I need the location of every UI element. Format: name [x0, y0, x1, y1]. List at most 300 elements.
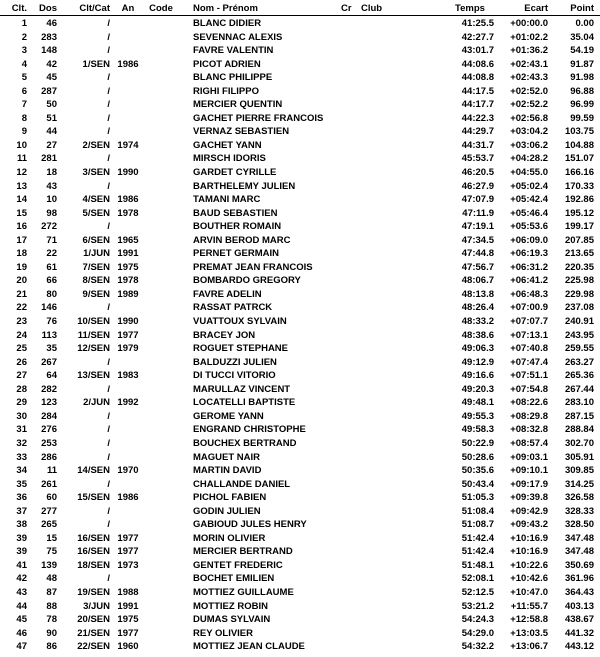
cell-point: 364.43	[564, 586, 594, 598]
cell-an: 1977	[117, 627, 139, 639]
cell-point: 243.95	[564, 329, 594, 341]
cell-point: 350.69	[564, 559, 594, 571]
cell-point: 265.36	[564, 370, 594, 382]
header-club: Club	[361, 3, 383, 14]
cell-nom: PICHOL FABIEN	[193, 492, 267, 504]
table-row	[0, 342, 600, 356]
cell-cat: 9/SEN	[82, 288, 110, 300]
cell-dos: 51	[46, 112, 57, 124]
table-row	[0, 234, 600, 248]
cell-point: 96.99	[570, 99, 594, 111]
cell-ecart: +05:02.4	[510, 180, 548, 192]
cell-clt: 24	[16, 329, 27, 341]
cell-nom: BOUCHEX BERTRAND	[193, 437, 297, 449]
cell-dos: 15	[46, 532, 57, 544]
cell-cat: 8/SEN	[82, 275, 110, 287]
cell-point: 314.25	[564, 478, 594, 490]
header-point: Point	[570, 3, 594, 14]
cell-ecart: +06:31.2	[510, 261, 548, 273]
cell-clt: 4	[21, 58, 27, 70]
cell-cat: /	[107, 437, 110, 449]
cell-dos: 139	[41, 559, 57, 571]
cell-dos: 61	[46, 261, 57, 273]
cell-cat: /	[107, 424, 110, 436]
cell-cat: 14/SEN	[77, 465, 110, 477]
cell-dos: 86	[46, 641, 57, 653]
cell-point: 287.15	[564, 410, 594, 422]
cell-ecart: +02:56.8	[510, 112, 548, 124]
table-row	[0, 396, 600, 410]
cell-clt: 37	[16, 505, 27, 517]
cell-nom: MERCIER QUENTIN	[193, 99, 283, 111]
cell-dos: 287	[41, 85, 57, 97]
cell-point: 328.50	[564, 519, 594, 531]
cell-ecart: +10:42.6	[510, 573, 548, 585]
table-row	[0, 125, 600, 139]
cell-cat: /	[107, 410, 110, 422]
cell-temps: 48:06.7	[461, 275, 494, 287]
cell-point: 213.65	[564, 248, 594, 260]
cell-ecart: +09:39.8	[510, 492, 548, 504]
table-row	[0, 58, 600, 72]
cell-dos: 76	[46, 316, 57, 328]
cell-nom: BARTHELEMY JULIEN	[193, 180, 296, 192]
header-an: An	[121, 3, 135, 14]
cell-point: 438.67	[564, 614, 594, 626]
cell-cat: 19/SEN	[77, 586, 110, 598]
cell-clt: 47	[16, 641, 27, 653]
cell-ecart: +09:03.1	[510, 451, 548, 463]
cell-dos: 75	[46, 546, 57, 558]
table-row	[0, 329, 600, 343]
cell-temps: 49:58.3	[461, 424, 494, 436]
table-row	[0, 261, 600, 275]
table-row	[0, 613, 600, 627]
cell-point: 259.55	[564, 343, 594, 355]
cell-clt: 42	[16, 573, 27, 585]
cell-an: 1975	[117, 614, 139, 626]
table-row	[0, 288, 600, 302]
cell-nom: GODIN JULIEN	[193, 505, 261, 517]
cell-point: 267.44	[564, 383, 594, 395]
cell-temps: 44:17.7	[461, 99, 494, 111]
cell-temps: 41:25.5	[461, 18, 494, 29]
cell-ecart: +11:55.7	[510, 600, 548, 612]
cell-an: 1991	[117, 248, 139, 260]
header-temps: Temps	[455, 3, 485, 14]
cell-dos: 284	[41, 410, 57, 422]
cell-nom: BLANC PHILIPPE	[193, 72, 273, 84]
cell-dos: 35	[46, 343, 57, 355]
results-table	[0, 2, 600, 654]
cell-temps: 51:08.4	[461, 505, 494, 517]
cell-clt: 26	[16, 356, 27, 368]
cell-ecart: +02:43.1	[510, 58, 548, 70]
table-row	[0, 274, 600, 288]
cell-dos: 123	[41, 397, 57, 409]
cell-point: 99.59	[570, 112, 594, 124]
cell-nom: ARVIN BEROD MARC	[193, 234, 291, 246]
cell-nom: ROGUET STEPHANE	[193, 343, 289, 355]
cell-cat: /	[107, 221, 110, 233]
cell-nom: MORIN OLIVIER	[193, 532, 266, 544]
cell-ecart: +07:40.8	[510, 343, 548, 355]
cell-point: 288.84	[564, 424, 594, 436]
cell-clt: 46	[16, 627, 27, 639]
cell-clt: 20	[16, 275, 27, 287]
cell-nom: VERNAZ SEBASTIEN	[193, 126, 290, 138]
cell-temps: 51:05.3	[461, 492, 494, 504]
table-row	[0, 356, 600, 370]
cell-cat: 2/JUN	[83, 397, 110, 409]
cell-nom: FAVRE VALENTIN	[193, 45, 274, 57]
cell-cat: 22/SEN	[77, 641, 110, 653]
cell-cat: 3/SEN	[82, 167, 110, 179]
cell-point: 225.98	[564, 275, 594, 287]
cell-nom: MOTTIEZ ROBIN	[193, 600, 268, 612]
cell-temps: 49:12.9	[461, 356, 494, 368]
cell-clt: 34	[16, 465, 27, 477]
cell-cat: /	[107, 573, 110, 585]
cell-cat: 16/SEN	[77, 546, 110, 558]
cell-ecart: +02:52.0	[510, 85, 548, 97]
cell-cat: 15/SEN	[77, 492, 110, 504]
cell-an: 1986	[117, 492, 139, 504]
cell-an: 1991	[117, 600, 139, 612]
cell-an: 1974	[117, 139, 139, 151]
cell-clt: 10	[16, 139, 27, 151]
table-header	[0, 2, 600, 15]
cell-temps: 49:06.3	[461, 343, 494, 355]
cell-an: 1965	[117, 234, 139, 246]
cell-ecart: +01:36.2	[510, 45, 548, 57]
cell-dos: 80	[46, 288, 57, 300]
cell-ecart: +08:32.8	[510, 424, 548, 436]
cell-point: 104.88	[564, 139, 594, 151]
cell-temps: 43:01.7	[461, 45, 494, 57]
cell-ecart: +06:19.3	[510, 248, 548, 260]
cell-temps: 48:33.2	[461, 316, 494, 328]
cell-an: 1970	[117, 465, 139, 477]
cell-nom: DI TUCCI VITORIO	[193, 370, 276, 382]
cell-cat: 18/SEN	[77, 559, 110, 571]
cell-temps: 47:19.1	[461, 221, 494, 233]
cell-nom: BOMBARDO GREGORY	[193, 275, 301, 287]
table-row	[0, 193, 600, 207]
cell-nom: MARULLAZ VINCENT	[193, 383, 291, 395]
table-row	[0, 85, 600, 99]
cell-cat: 2/SEN	[82, 139, 110, 151]
cell-nom: TAMANI MARC	[193, 194, 261, 206]
cell-point: 207.85	[564, 234, 594, 246]
cell-nom: DUMAS SYLVAIN	[193, 614, 271, 626]
cell-temps: 47:56.7	[461, 261, 494, 273]
cell-temps: 44:17.5	[461, 85, 494, 97]
cell-cat: /	[107, 519, 110, 531]
cell-nom: BLANC DIDIER	[193, 18, 262, 29]
cell-clt: 13	[16, 180, 27, 192]
cell-point: 361.96	[564, 573, 594, 585]
table-row	[0, 207, 600, 221]
cell-dos: 78	[46, 614, 57, 626]
cell-nom: MIRSCH IDORIS	[193, 153, 266, 165]
cell-ecart: +02:52.2	[510, 99, 548, 111]
table-row	[0, 640, 600, 654]
table-body	[0, 17, 600, 654]
cell-temps: 50:22.9	[461, 437, 494, 449]
cell-an: 1986	[117, 58, 139, 70]
cell-nom: REY OLIVIER	[193, 627, 254, 639]
cell-temps: 47:07.9	[461, 194, 494, 206]
cell-temps: 47:44.8	[461, 248, 494, 260]
cell-point: 305.91	[564, 451, 594, 463]
header-code: Code	[149, 3, 173, 14]
cell-cat: /	[107, 18, 110, 29]
cell-dos: 88	[46, 600, 57, 612]
cell-point: 283.10	[564, 397, 594, 409]
cell-clt: 41	[16, 559, 27, 571]
cell-point: 35.04	[570, 31, 594, 43]
cell-clt: 31	[16, 424, 27, 436]
cell-an: 1977	[117, 532, 139, 544]
cell-an: 1977	[117, 329, 139, 341]
cell-point: 229.98	[564, 288, 594, 300]
cell-ecart: +10:16.9	[510, 546, 548, 558]
cell-temps: 46:20.5	[461, 167, 494, 179]
cell-ecart: +06:48.3	[510, 288, 548, 300]
cell-point: 237.08	[564, 302, 594, 314]
cell-dos: 146	[41, 302, 57, 314]
cell-an: 1983	[117, 370, 139, 382]
cell-ecart: +07:54.8	[510, 383, 548, 395]
cell-ecart: +03:06.2	[510, 139, 548, 151]
cell-temps: 50:35.6	[461, 465, 494, 477]
cell-dos: 11	[46, 465, 57, 477]
cell-temps: 54:24.3	[461, 614, 494, 626]
cell-nom: GARDET CYRILLE	[193, 167, 277, 179]
cell-clt: 17	[16, 234, 27, 246]
cell-temps: 49:16.6	[461, 370, 494, 382]
table-row	[0, 410, 600, 424]
header-ecart: Ecart	[524, 3, 548, 14]
table-row	[0, 17, 600, 31]
cell-point: 443.12	[564, 641, 594, 653]
cell-clt: 36	[16, 492, 27, 504]
cell-nom: BAUD SEBASTIEN	[193, 207, 278, 219]
cell-nom: GACHET YANN	[193, 139, 262, 151]
cell-an: 1978	[117, 207, 139, 219]
cell-temps: 51:48.1	[461, 559, 494, 571]
table-row	[0, 451, 600, 465]
cell-an: 1978	[117, 275, 139, 287]
cell-cat: 1/JUN	[83, 248, 110, 260]
header-cr: Cr	[341, 3, 352, 14]
table-row	[0, 383, 600, 397]
cell-point: 199.17	[564, 221, 594, 233]
table-row	[0, 301, 600, 315]
cell-cat: 10/SEN	[77, 316, 110, 328]
cell-nom: BOCHET EMILIEN	[193, 573, 275, 585]
cell-dos: 272	[41, 221, 57, 233]
table-row	[0, 532, 600, 546]
cell-cat: /	[107, 85, 110, 97]
cell-temps: 46:27.9	[461, 180, 494, 192]
cell-cat: /	[107, 478, 110, 490]
cell-dos: 253	[41, 437, 57, 449]
table-row	[0, 166, 600, 180]
cell-point: 91.98	[570, 72, 594, 84]
cell-ecart: +07:00.9	[510, 302, 548, 314]
cell-point: 263.27	[564, 356, 594, 368]
cell-clt: 25	[16, 343, 27, 355]
cell-ecart: +00:00.0	[510, 18, 548, 29]
cell-cat: /	[107, 356, 110, 368]
cell-temps: 54:29.0	[461, 627, 494, 639]
cell-dos: 64	[46, 370, 57, 382]
cell-ecart: +07:47.4	[510, 356, 548, 368]
table-row	[0, 369, 600, 383]
table-row	[0, 545, 600, 559]
cell-point: 403.13	[564, 600, 594, 612]
cell-dos: 267	[41, 356, 57, 368]
cell-clt: 39	[16, 546, 27, 558]
cell-nom: BRACEY JON	[193, 329, 256, 341]
table-row	[0, 71, 600, 85]
table-row	[0, 220, 600, 234]
cell-cat: /	[107, 31, 110, 43]
cell-cat: /	[107, 505, 110, 517]
cell-ecart: +13:06.7	[510, 641, 548, 653]
cell-point: 103.75	[564, 126, 594, 138]
cell-ecart: +09:43.2	[510, 519, 548, 531]
cell-dos: 44	[46, 126, 57, 138]
cell-ecart: +07:07.7	[510, 316, 548, 328]
cell-dos: 66	[46, 275, 57, 287]
cell-cat: 7/SEN	[82, 261, 110, 273]
cell-nom: VUATTOUX SYLVAIN	[193, 316, 287, 328]
cell-temps: 45:53.7	[461, 153, 494, 165]
header-clt: Clt.	[11, 3, 27, 14]
cell-dos: 281	[41, 153, 57, 165]
cell-clt: 28	[16, 383, 27, 395]
cell-dos: 113	[41, 329, 57, 341]
cell-dos: 60	[46, 492, 57, 504]
table-row	[0, 464, 600, 478]
cell-nom: ENGRAND CHRISTOPHE	[193, 424, 306, 436]
cell-ecart: +09:42.9	[510, 505, 548, 517]
cell-ecart: +07:13.1	[510, 329, 548, 341]
table-row	[0, 627, 600, 641]
cell-dos: 43	[46, 180, 57, 192]
cell-an: 1988	[117, 586, 139, 598]
cell-temps: 44:08.6	[461, 58, 494, 70]
cell-ecart: +04:55.0	[510, 167, 548, 179]
cell-nom: LOCATELLI BAPTISTE	[193, 397, 296, 409]
cell-dos: 148	[41, 45, 57, 57]
cell-cat: /	[107, 302, 110, 314]
cell-nom: PERNET GERMAIN	[193, 248, 280, 260]
cell-point: 309.85	[564, 465, 594, 477]
cell-nom: CHALLANDE DANIEL	[193, 478, 291, 490]
cell-clt: 43	[16, 586, 27, 598]
cell-ecart: +09:17.9	[510, 478, 548, 490]
cell-clt: 38	[16, 519, 27, 531]
cell-clt: 29	[16, 397, 27, 409]
cell-ecart: +12:58.8	[510, 614, 548, 626]
cell-point: 195.12	[564, 207, 594, 219]
cell-clt: 45	[16, 614, 27, 626]
cell-clt: 11	[16, 153, 27, 165]
cell-dos: 98	[46, 207, 57, 219]
cell-temps: 48:38.6	[461, 329, 494, 341]
cell-dos: 10	[46, 194, 57, 206]
cell-clt: 44	[16, 600, 27, 612]
cell-clt: 1	[21, 18, 27, 29]
cell-cat: /	[107, 112, 110, 124]
cell-an: 1986	[117, 194, 139, 206]
table-row	[0, 44, 600, 58]
cell-temps: 48:26.4	[461, 302, 494, 314]
cell-an: 1973	[117, 559, 139, 571]
table-row	[0, 437, 600, 451]
cell-temps: 49:20.3	[461, 383, 494, 395]
cell-nom: GABIOUD JULES HENRY	[193, 519, 307, 531]
cell-clt: 35	[16, 478, 27, 490]
table-row	[0, 98, 600, 112]
header-nom: Nom - Prénom	[193, 3, 258, 14]
cell-ecart: +01:02.2	[510, 31, 548, 43]
cell-an: 1979	[117, 343, 139, 355]
table-row	[0, 139, 600, 153]
cell-dos: 48	[46, 573, 57, 585]
cell-clt: 5	[21, 72, 27, 84]
cell-dos: 265	[41, 519, 57, 531]
cell-ecart: +10:47.0	[510, 586, 548, 598]
cell-cat: 4/SEN	[82, 194, 110, 206]
cell-nom: PREMAT JEAN FRANCOIS	[193, 261, 313, 273]
cell-clt: 30	[16, 410, 27, 422]
cell-ecart: +06:41.2	[510, 275, 548, 287]
cell-point: 166.16	[564, 167, 594, 179]
cell-ecart: +03:04.2	[510, 126, 548, 138]
cell-point: 0.00	[575, 18, 594, 29]
cell-cat: 16/SEN	[77, 532, 110, 544]
table-row	[0, 423, 600, 437]
cell-nom: RASSAT PATRCK	[193, 302, 273, 314]
cell-ecart: +05:46.4	[510, 207, 548, 219]
cell-cat: 13/SEN	[77, 370, 110, 382]
cell-dos: 18	[46, 167, 57, 179]
cell-cat: /	[107, 99, 110, 111]
cell-nom: MERCIER BERTRAND	[193, 546, 293, 558]
table-row	[0, 31, 600, 45]
cell-an: 1990	[117, 167, 139, 179]
cell-temps: 50:28.6	[461, 451, 494, 463]
cell-clt: 27	[16, 370, 27, 382]
table-row	[0, 315, 600, 329]
table-row	[0, 518, 600, 532]
cell-ecart: +06:09.0	[510, 234, 548, 246]
cell-clt: 12	[16, 167, 27, 179]
cell-clt: 9	[21, 126, 27, 138]
cell-cat: 20/SEN	[77, 614, 110, 626]
cell-dos: 46	[46, 18, 57, 29]
cell-point: 151.07	[564, 153, 594, 165]
cell-dos: 87	[46, 586, 57, 598]
table-row	[0, 152, 600, 166]
cell-an: 1989	[117, 288, 139, 300]
header-cat: Clt/Cat	[79, 3, 110, 14]
